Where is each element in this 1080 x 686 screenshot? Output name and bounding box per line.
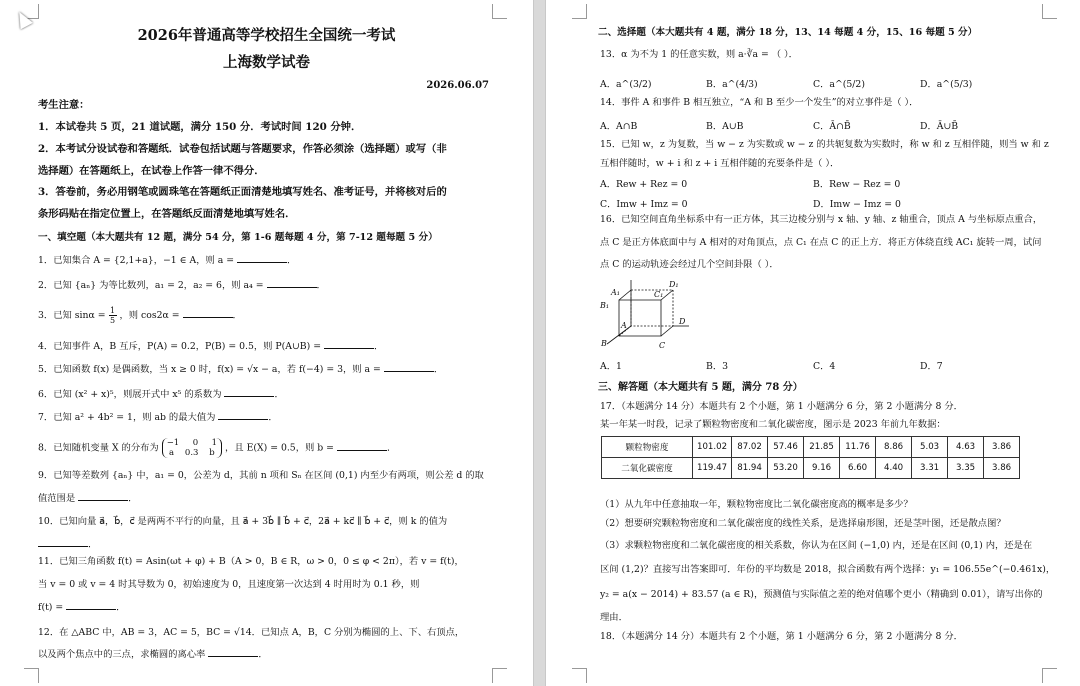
question-17-part3-cont: 区间 (1,2)？直接写出答案即可．年份的平均数是 2018，拟合函数有两个选择：y₁ = 106.55e^(−0.461x)， bbox=[600, 564, 1056, 575]
question-11-answer: f(t) = ． bbox=[38, 602, 126, 613]
cube-label-a1: A₁ bbox=[611, 288, 620, 297]
cube-label-c1: C₁ bbox=[654, 290, 664, 299]
q16-option-b: B．3 bbox=[706, 361, 729, 372]
question-11-cont: 当 v = 0 或 v = 4 时其导数为 0，初始速度为 0，且速度第一次达到 4 时用时为 0.1 秒，则 bbox=[38, 579, 420, 590]
table-cell: 53.20 bbox=[768, 458, 804, 479]
table-cell: 57.46 bbox=[768, 437, 804, 458]
table-cell: 11.76 bbox=[840, 437, 876, 458]
question-17-part2: （2）想要研究颗粒物密度和二氧化碳密度的线性关系，是选择扇形图，还是茎叶图，还是散点图？ bbox=[600, 518, 1006, 529]
q14-option-d: D．Ā∪B̄ bbox=[920, 121, 959, 132]
q14-option-c: C．Ā∩B̄ bbox=[813, 121, 851, 132]
cube-label-b: B bbox=[601, 339, 607, 348]
table-cell: 3.31 bbox=[912, 458, 948, 479]
cube-figure bbox=[597, 278, 697, 354]
exam-title: 2026年普通高等学校招生全国统一考试 bbox=[137, 27, 396, 44]
exam-page-left bbox=[0, 0, 533, 686]
table-cell: 8.86 bbox=[876, 437, 912, 458]
table-cell: 4.40 bbox=[876, 458, 912, 479]
crop-mark bbox=[572, 4, 587, 19]
question-14: 14．事件 A 和事件 B 相互独立，“A 和 B 至少一个发生”的对立事件是（ ）． bbox=[600, 97, 919, 108]
table-cell: 3.86 bbox=[984, 458, 1020, 479]
question-12: 12．在 △ABC 中，AB = 3，AC = 5，BC = √14．已知点 A，B，C 分别为椭圆的上、下、右顶点， bbox=[38, 627, 465, 638]
question-12-cont: 以及两个焦点中的三点，求椭圆的离心率 ． bbox=[38, 649, 268, 660]
crop-mark bbox=[572, 668, 587, 683]
table-row bbox=[602, 437, 1020, 458]
question-17-part3-cont: 理由． bbox=[600, 612, 628, 623]
question-11: 11．已知三角函数 f(t) = Asin(ωt + φ) + B（A > 0，B ∈ R，ω > 0，0 ≤ φ < 2π），若 v = f(t)， bbox=[38, 556, 464, 567]
question-17-head: 17．（本题满分 14 分）本题共有 2 个小题，第 1 小题满分 6 分，第 2 小题满分 8 分． bbox=[600, 401, 963, 412]
notice-line: 选择题）在答题纸上，在试卷上作答一律不得分． bbox=[38, 165, 265, 177]
table-cell: 9.16 bbox=[804, 458, 840, 479]
question-9: 9．已知等差数列 {aₙ} 中，a₁ = 0，公差为 d，其前 n 项和 Sₙ 在区间 (0,1) 内至少有两项，则公差 d 的取 bbox=[38, 470, 484, 481]
question-17-part1: （1）从九年中任意抽取一年，颗粒物密度比二氧化碳密度高的概率是多少？ bbox=[600, 499, 913, 510]
table-cell: 81.94 bbox=[732, 458, 768, 479]
q13-option-d: D．a^(5/3) bbox=[920, 79, 973, 90]
cube-label-a: A bbox=[621, 321, 627, 330]
density-table bbox=[601, 436, 1020, 479]
question-16-cont: 点 C 的运动轨迹会经过几个空间卦限（ ）． bbox=[600, 259, 779, 270]
crop-mark bbox=[492, 668, 507, 683]
table-cell: 3.86 bbox=[984, 437, 1020, 458]
question-15-cont: 互相伴随时，w + i 和 z + i 互相伴随的充要条件是（ ）． bbox=[600, 158, 840, 169]
question-16-cont: 点 C 是正方体底面中与 A 相对的对角顶点，点 C₁ 在点 C 的正上方．将正方体绕直线 AC₁ 旋转一周，试问 bbox=[600, 237, 1042, 248]
q16-option-d: D．7 bbox=[920, 361, 943, 372]
q14-option-b: B．A∪B bbox=[706, 121, 744, 132]
notice-line: 1．本试卷共 5 页，21 道试题，满分 150 分．考试时间 120 分钟． bbox=[38, 121, 362, 133]
question-4: 4．已知事件 A，B 互斥，P(A) = 0.2，P(B) = 0.5，则 P(A∪B) = ． bbox=[38, 341, 384, 352]
table-cell: 4.63 bbox=[948, 437, 984, 458]
question-17-part3: （3）求颗粒物密度和二氧化碳密度的相关系数，你认为在区间 (−1,0) 内，还是在区间 (0,1) 内，还是在 bbox=[600, 540, 1033, 551]
exam-subtitle: 上海数学试卷 bbox=[223, 54, 310, 71]
notice-line: 2．本考试分设试卷和答题纸．试卷包括试题与答题要求，作答必须涂（选择题）或写（非 bbox=[38, 143, 447, 155]
q13-option-b: B．a^(4/3) bbox=[706, 79, 758, 90]
q16-option-c: C．4 bbox=[813, 361, 836, 372]
question-15: 15．已知 w，z 为复数，当 w − z 为实数或 w − z 的共轭复数为实数时，称 w 和 z 互相伴随，则当 w 和 z bbox=[600, 139, 1049, 150]
table-cell: 21.85 bbox=[804, 437, 840, 458]
q16-option-a: A．1 bbox=[600, 361, 622, 372]
notice-line: 3．答卷前，务必用钢笔或圆珠笔在答题纸正面清楚地填写姓名、准考证号，并将核对后的 bbox=[38, 186, 447, 198]
q15-option-d: D．Imw − Imz = 0 bbox=[813, 199, 901, 210]
cube-label-d: D bbox=[679, 317, 686, 326]
crop-mark bbox=[1042, 668, 1057, 683]
table-row bbox=[602, 458, 1020, 479]
q15-option-a: A．Rew + Rez = 0 bbox=[600, 179, 688, 190]
q14-option-a: A．A∩B bbox=[600, 121, 638, 132]
notice-line: 条形码贴在指定位置上，在答题纸反面清楚地填写姓名． bbox=[38, 208, 296, 220]
section-answer-heading: 三、解答题（本大题共有 5 题，满分 78 分） bbox=[598, 382, 803, 393]
cube-label-d1: D₁ bbox=[669, 280, 679, 289]
notice-heading: 考生注意： bbox=[38, 99, 90, 111]
section-fill-in-heading: 一、填空题（本大题共有 12 题，满分 54 分，第 1-6 题每题 4 分，第 7-12 题每题 5 分） bbox=[38, 232, 438, 243]
question-3: 3．已知 $\sin\alpha = \frac{1}{5}$ ，则 cos2α = ． bbox=[38, 306, 242, 325]
cube-label-b1: B₁ bbox=[600, 301, 610, 310]
question-2: 2．已知 {aₙ} 为等比数列，a₁ = 2，a₂ = 6，则 a₄ = ． bbox=[38, 280, 326, 291]
table-cell: 6.60 bbox=[840, 458, 876, 479]
q15-option-b: B．Rew − Rez = 0 bbox=[813, 179, 901, 190]
table-cell: 119.47 bbox=[693, 458, 732, 479]
question-1: 1．已知集合 A = {2,1+a}，−1 ∈ A，则 a = ． bbox=[38, 255, 297, 266]
q13-option-a: A．a^(3/2) bbox=[600, 79, 652, 90]
question-7: 7．已知 a² + 4b² = 1，则 ab 的最大值为 ． bbox=[38, 412, 278, 423]
table-cell: 101.02 bbox=[693, 437, 732, 458]
section-choice-heading: 二、选择题（本大题共有 4 题，满分 18 分，13、14 每题 4 分，15、16 每题 5 分） bbox=[598, 27, 978, 38]
row-label: 二氧化碳密度 bbox=[602, 458, 693, 479]
q15-option-c: C．Imw + Imz = 0 bbox=[600, 199, 688, 210]
exam-date: 2026.06.07 bbox=[426, 80, 489, 91]
question-18-head: 18．（本题满分 14 分）本题共有 2 个小题，第 1 小题满分 6 分，第 2 小题满分 8 分． bbox=[600, 631, 963, 642]
table-cell: 3.35 bbox=[948, 458, 984, 479]
question-13: 13．α 为不为 1 的任意实数，则 a·∛a = （ ）． bbox=[600, 49, 798, 60]
table-cell: 5.03 bbox=[912, 437, 948, 458]
cube-label-c: C bbox=[659, 341, 666, 350]
crop-mark bbox=[492, 4, 507, 19]
question-16: 16．已知空间直角坐标系中有一正方体，其三边棱分别与 x 轴、y 轴、z 轴重合，顶点 A 与坐标原点重合， bbox=[600, 214, 1043, 225]
table-cell: 87.02 bbox=[732, 437, 768, 458]
question-9-cont: 值范围是 ． bbox=[38, 493, 138, 504]
q13-option-c: C．a^(5/2) bbox=[813, 79, 865, 90]
question-17-intro: 某一年某一时段，记录了颗粒物密度和二氧化碳密度，图示是 2023 年前九年数据： bbox=[600, 419, 946, 430]
row-label: 颗粒物密度 bbox=[602, 437, 693, 458]
crop-mark bbox=[24, 668, 39, 683]
question-17-part3-cont: y₂ = a(x − 2014) + 83.57 (a ∈ R)，预测值与实际值之差的绝对值哪个更小（精确到 0.01），请写出你的 bbox=[600, 589, 1043, 600]
question-10-blank: ． bbox=[38, 537, 97, 551]
question-8: 8．已知随机变量 X 的分布为 −1 0 1 a 0.3 b ，且 E(X) = 0.5，则 b = ． bbox=[38, 438, 397, 458]
question-10: 10．已知向量 a⃗，b⃗，c⃗ 是两两不平行的向量，且 a⃗ + 3b⃗ ∥ b⃗ + c⃗，2a⃗ + kc⃗ ∥ b⃗ + c⃗，则 k 的值为 bbox=[38, 516, 448, 527]
crop-mark bbox=[1042, 4, 1057, 19]
page-gutter bbox=[533, 0, 546, 686]
question-5: 5．已知函数 f(x) 是偶函数，当 x ≥ 0 时，f(x) = √x − a，若 f(−4) = 3，则 a = ． bbox=[38, 364, 444, 375]
question-6: 6．已知 (x² + x)⁵，则展开式中 x⁵ 的系数为 ． bbox=[38, 389, 284, 400]
